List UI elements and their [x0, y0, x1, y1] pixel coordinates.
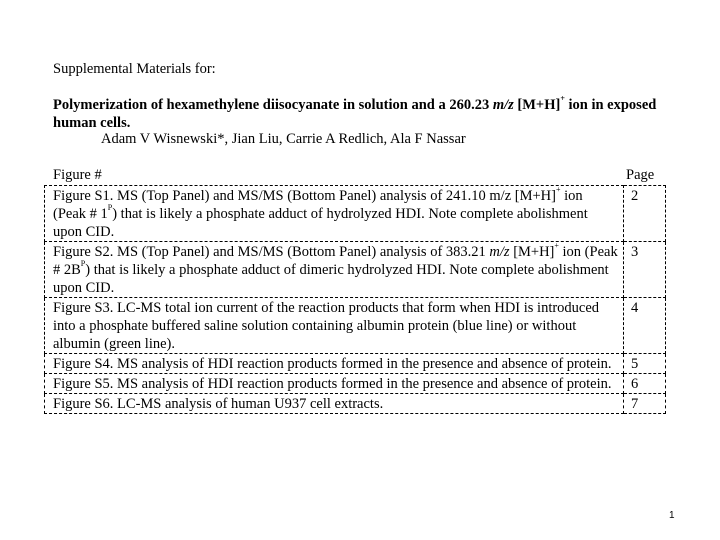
- figure-text-part: [M+H]: [509, 244, 555, 260]
- table-row: [45, 298, 666, 354]
- figure-text-part: Figure S1. MS (Top Panel) and MS/MS (Bottom Panel) analysis of 241.10 m/z [M+H]: [53, 188, 556, 204]
- title-mz-italic: m/z: [492, 97, 514, 113]
- superscript: +: [555, 185, 561, 194]
- page-cell: 5: [624, 354, 666, 374]
- table-row: [45, 374, 666, 394]
- author-list: Adam V Wisnewski*, Jian Liu, Carrie A Redlich, Ala F Nassar: [101, 131, 466, 147]
- figure-description: Figure S6. LC-MS analysis of human U937 cell extracts.: [45, 394, 624, 414]
- page-cell: 4: [624, 298, 666, 354]
- table-row: [45, 242, 666, 298]
- figure-text-part: ion (Peak # 1: [53, 188, 583, 222]
- title-part-1: Polymerization of hexamethylene diisocyanate in solution and a 260.23: [53, 97, 493, 113]
- superscript: +: [554, 241, 559, 250]
- figure-text-part: Figure S2. MS (Top Panel) and MS/MS (Bottom Panel) analysis of 383.21: [53, 244, 490, 260]
- figure-text-italic: m/z: [489, 244, 510, 260]
- page-number: 1: [669, 510, 675, 521]
- figure-description: [45, 242, 624, 298]
- document-title: [53, 96, 673, 132]
- page-cell: 6: [624, 374, 666, 394]
- supplemental-heading: Supplemental Materials for:: [53, 61, 216, 77]
- figure-description: Figure S5. MS analysis of HDI reaction products formed in the presence and absence of protein.: [45, 374, 624, 394]
- title-superscript: +: [560, 94, 565, 103]
- superscript: P: [107, 203, 113, 212]
- table-row: [45, 186, 666, 242]
- figure-list-table: [44, 185, 666, 414]
- superscript: P: [80, 259, 86, 268]
- title-part-3: [M+H]: [513, 97, 561, 113]
- table-row: [45, 354, 666, 374]
- figure-description: Figure S3. LC-MS total ion current of the reaction products that form when HDI is introduced into a phosphate buffered saline solution containing albumin protein (blue line) or without albumin (green line).: [45, 298, 624, 354]
- figure-description: Figure S4. MS analysis of HDI reaction products formed in the presence and absence of protein.: [45, 354, 624, 374]
- page-cell: 2: [624, 186, 666, 242]
- figure-text-part: ) that is likely a phosphate adduct of dimeric hydrolyzed HDI. Note complete abolishment upon CID.: [53, 262, 609, 296]
- table-row: [45, 394, 666, 414]
- page-cell: 3: [624, 242, 666, 298]
- figure-text-part: ) that is likely a phosphate adduct of hydrolyzed HDI. Note complete abolishment upon CID.: [53, 206, 588, 240]
- table-header-figure: Figure #: [53, 167, 102, 183]
- page-cell: 7: [624, 394, 666, 414]
- table-header-page: Page: [626, 167, 655, 183]
- title-part-4: ion in exposed human cells.: [53, 97, 657, 131]
- figure-text-part: ion (Peak # 2B: [53, 244, 618, 278]
- figure-description: [45, 186, 624, 242]
